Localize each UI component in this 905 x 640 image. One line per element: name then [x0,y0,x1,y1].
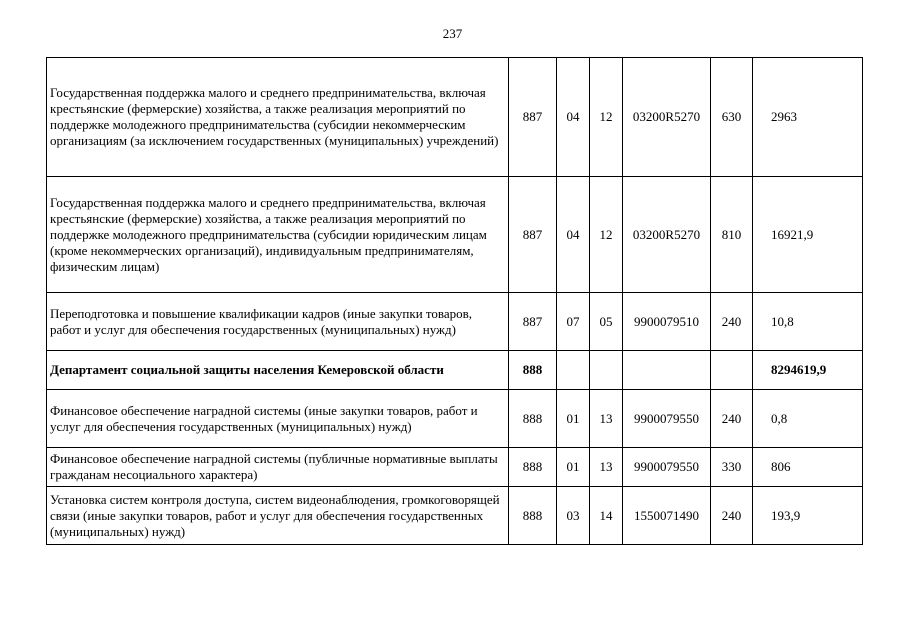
page-number: 237 [442,26,463,41]
subsection-code: 13 [590,390,623,448]
expense-type-code [711,351,753,390]
expense-type-code: 630 [711,58,753,177]
target-article-code: 9900079550 [623,390,711,448]
row-description: Переподготовка и повышение квалификации кадров (иные закупки товаров, работ и услуг для обеспечения государственных (муниципальных) нужд) [47,293,509,351]
row-description: Государственная поддержка малого и среднего предпринимательства, включая крестьянские (фермерские) хозяйства, а также реализация мероприятий по поддержке молодежного предпринимательства (субсидии некоммерческим организациям (за исключением государственных (муниципальных) учреждений) [47,58,509,177]
table-row [47,448,863,487]
amount: 806 [753,448,863,487]
subsection-code: 12 [590,177,623,293]
expense-type-code: 810 [711,177,753,293]
section-code: 04 [557,58,590,177]
target-article-code: 03200R5270 [623,58,711,177]
row-description: Государственная поддержка малого и среднего предпринимательства, включая крестьянские (фермерские) хозяйства, а также реализация мероприятий по поддержке молодежного предпринимательства (субсидии юридическим лицам (кроме некоммерческих организаций), индивидуальным предпринимателям, физическим лицам) [47,177,509,293]
table-row [47,177,863,293]
target-article-code: 9900079550 [623,448,711,487]
ministry-code: 887 [509,58,557,177]
subsection-code [590,351,623,390]
budget-table [46,57,863,545]
amount: 193,9 [753,487,863,545]
amount: 0,8 [753,390,863,448]
amount: 2963 [753,58,863,177]
ministry-code: 887 [509,293,557,351]
ministry-code: 887 [509,177,557,293]
expense-type-code: 240 [711,390,753,448]
row-description: Финансовое обеспечение наградной системы (публичные нормативные выплаты гражданам несоциального характера) [47,448,509,487]
target-article-code: 9900079510 [623,293,711,351]
row-description: Департамент социальной защиты населения Кемеровской области [47,351,509,390]
table-row [47,390,863,448]
target-article-code: 03200R5270 [623,177,711,293]
section-code [557,351,590,390]
expense-type-code: 330 [711,448,753,487]
target-article-code: 1550071490 [623,487,711,545]
amount: 8294619,9 [753,351,863,390]
expense-type-code: 240 [711,487,753,545]
section-code: 01 [557,448,590,487]
row-description: Финансовое обеспечение наградной системы (иные закупки товаров, работ и услуг для обеспечения государственных (муниципальных) нужд) [47,390,509,448]
expense-type-code: 240 [711,293,753,351]
subsection-code: 12 [590,58,623,177]
table-row [47,487,863,545]
row-description: Установка систем контроля доступа, систем видеонаблюдения, громкоговорящей связи (иные закупки товаров, работ и услуг для обеспечения государственных (муниципальных) нужд) [47,487,509,545]
ministry-code: 888 [509,351,557,390]
subsection-code: 05 [590,293,623,351]
ministry-code: 888 [509,448,557,487]
section-code: 03 [557,487,590,545]
table-row [47,58,863,177]
table-row [47,351,863,390]
ministry-code: 888 [509,390,557,448]
section-code: 01 [557,390,590,448]
subsection-code: 14 [590,487,623,545]
amount: 16921,9 [753,177,863,293]
ministry-code: 888 [509,487,557,545]
subsection-code: 13 [590,448,623,487]
table-row [47,293,863,351]
section-code: 07 [557,293,590,351]
amount: 10,8 [753,293,863,351]
section-code: 04 [557,177,590,293]
target-article-code [623,351,711,390]
